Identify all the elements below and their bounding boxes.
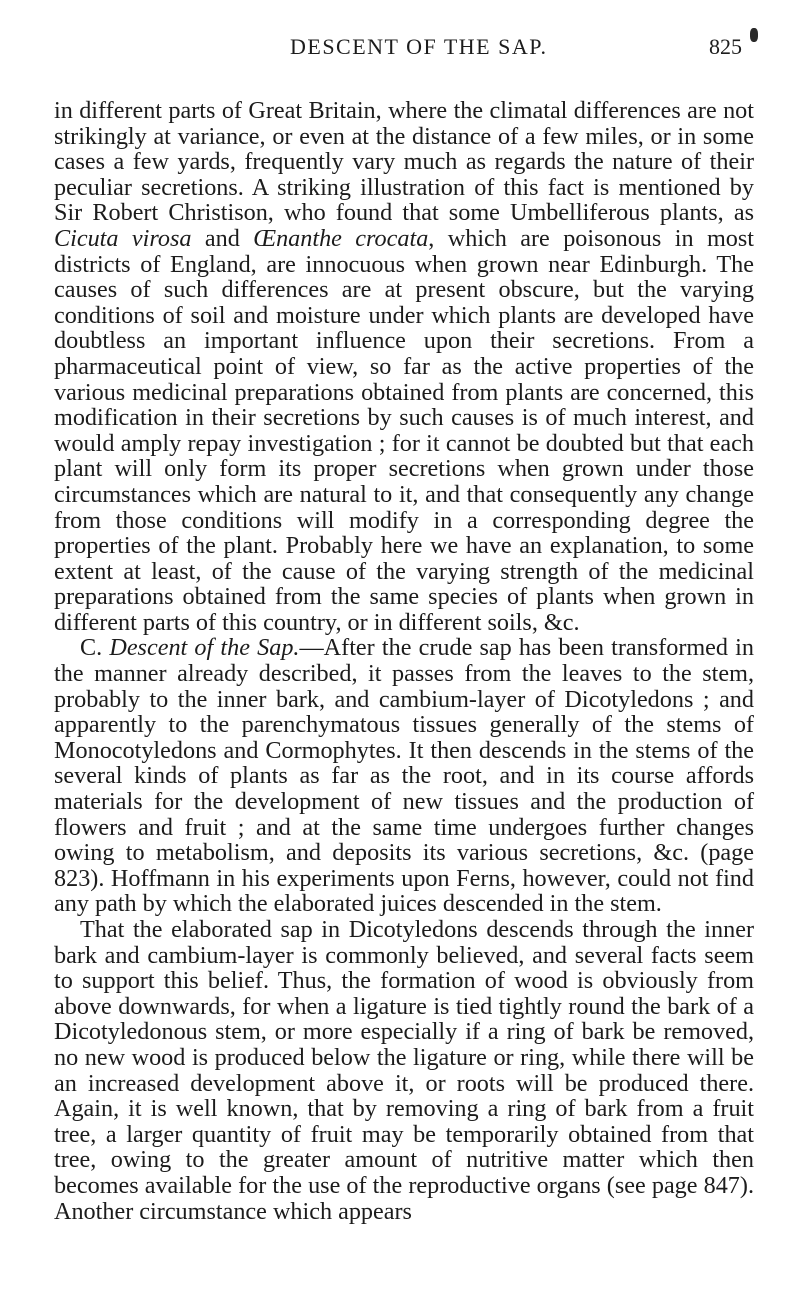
page-header xyxy=(90,34,758,64)
text-segment: in different parts of Great Britain, where the climatal differences are not strikingly at variance, or even at the distance of a few miles, or in some cases a few yards, frequently vary much as regards the nature of their peculiar secretions. A striking illustration of this fact is mentioned by Sir Robert Christison, who found that some Umbelliferous plants, as xyxy=(54,97,754,227)
species-name: Œnanthe crocata xyxy=(253,224,429,252)
text-segment: That the elaborated sap in Dicotyledons descends through the inner bark and cambium-layer is commonly believed, and several facts seem to support this belief. Thus, the formation of wood is obviously from above downwards, for when a ligature is tied tightly round the bark of a Dicotyledonous stem, or more especially if a ring of bark be removed, no new wood is produced below the ligature or ring, while there will be an increased development above it, or roots will be produced there. Again, it is well known, that by removing a ring of bark from a fruit tree, a larger quantity of fruit may be temporarily obtained from that tree, owing to the greater amount of nutritive matter which then becomes available for the use of the reproductive organs (see page 847). Another circumstance which appears xyxy=(54,916,754,1225)
paragraph-continuation xyxy=(54,98,754,635)
text-segment: , which are poisonous in most districts of England, are innocuous when grown near Edinburgh. The causes of such differences are at present obscure, but the varying conditions of soil and moisture under which plants are developed have doubtless an important influence upon their secretions. From a pharmaceutical point of view, so far as the active properties of the various medicinal preparations obtained from plants are concerned, this modification in their secretions by such causes is of much interest, and would amply repay investigation ; for it cannot be doubted but that each plant will only form its proper secretions when grown under those circumstances which are natural to it, and that consequently any change from those conditions will modify in a corresponding degree the properties of the plant. Probably here we have an explanation, to some extent at least, of the cause of the varying strength of the medicinal preparations obtained from the same species of plants when grown in different parts of this country, or in different soils, &c. xyxy=(54,224,754,636)
page-number: 825 xyxy=(709,34,742,59)
species-name: Cicuta virosa xyxy=(54,224,192,252)
text-segment: —After the crude sap has been transformed in the manner already described, it passes from the leaves to the stem, probably to the inner bark, and cambium-layer of Dicotyledons ; and apparently to the parenchymatous tissues generally of the stems of Monocotyledons and Cormophytes. It then descends in the stems of the several kinds of plants as far as the root, and in its course affords materials for the development of new tissues and the production of flowers and fruit ; and at the same time undergoes further changes owing to metabolism, and deposits its various secretions, &c. (page 823). Hoffmann in his experiments upon Ferns, however, could not find any path by which the elaborated juices descended in the stem. xyxy=(54,634,754,918)
paragraph-section-c xyxy=(54,635,754,917)
running-title: DESCENT OF THE SAP. xyxy=(290,34,548,59)
body-text xyxy=(54,98,754,1224)
section-label: C. xyxy=(80,634,110,662)
text-segment: and xyxy=(191,224,254,252)
paragraph-elaborated-sap xyxy=(54,917,754,1224)
section-heading: Descent of the Sap. xyxy=(109,634,300,662)
ink-speck xyxy=(750,28,758,42)
